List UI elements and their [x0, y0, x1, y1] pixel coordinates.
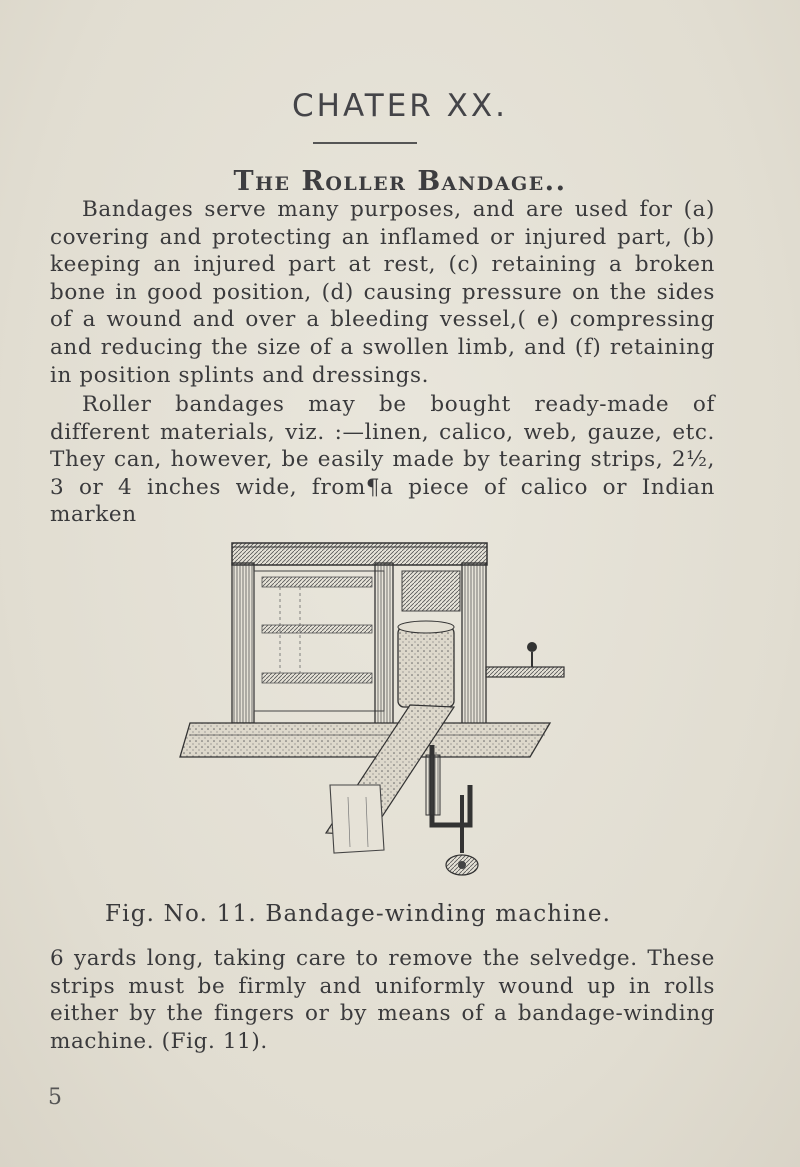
machine-drawing	[170, 535, 570, 895]
chapter-title: CHATER XX.	[292, 88, 508, 124]
paragraph-purposes	[50, 196, 715, 389]
paragraph-materials-text: Roller bandages may be bought ready-made of different materials, viz. :—linen, calico, web, gauze, etc. They can, however, be easily made by tearing strips, 2½, 3 or 4 inches wide, from¶a piece of calico or Indian marken	[50, 392, 715, 528]
bandage-winding-machine-illustration	[170, 535, 570, 895]
figure-caption: Fig. No. 11. Bandage-winding machine.	[105, 901, 612, 927]
title-rule	[313, 142, 417, 144]
paragraph-winding: 6 yards long, taking care to remove the selvedge. These strips must be firmly and uniformly wound up in rolls either by the fingers or by means of a bandage-winding machine. (Fig. 11).	[50, 946, 715, 1054]
section-title: The Roller Bandage..	[233, 166, 567, 197]
paragraph-materials	[50, 391, 715, 529]
page-number: 5	[48, 1085, 62, 1110]
paragraph-purposes-text: Bandages serve many purposes, and are used for (a) covering and protecting an inflamed or injured part, (b) keeping an injured part at rest, (c) retaining a broken bone in good position, (d) causing pressure on the sides of a wound and over a bleeding vessel,( e) compressing and reducing the size of a swollen limb, and (f) retaining in position splints and dressings.	[50, 197, 715, 388]
